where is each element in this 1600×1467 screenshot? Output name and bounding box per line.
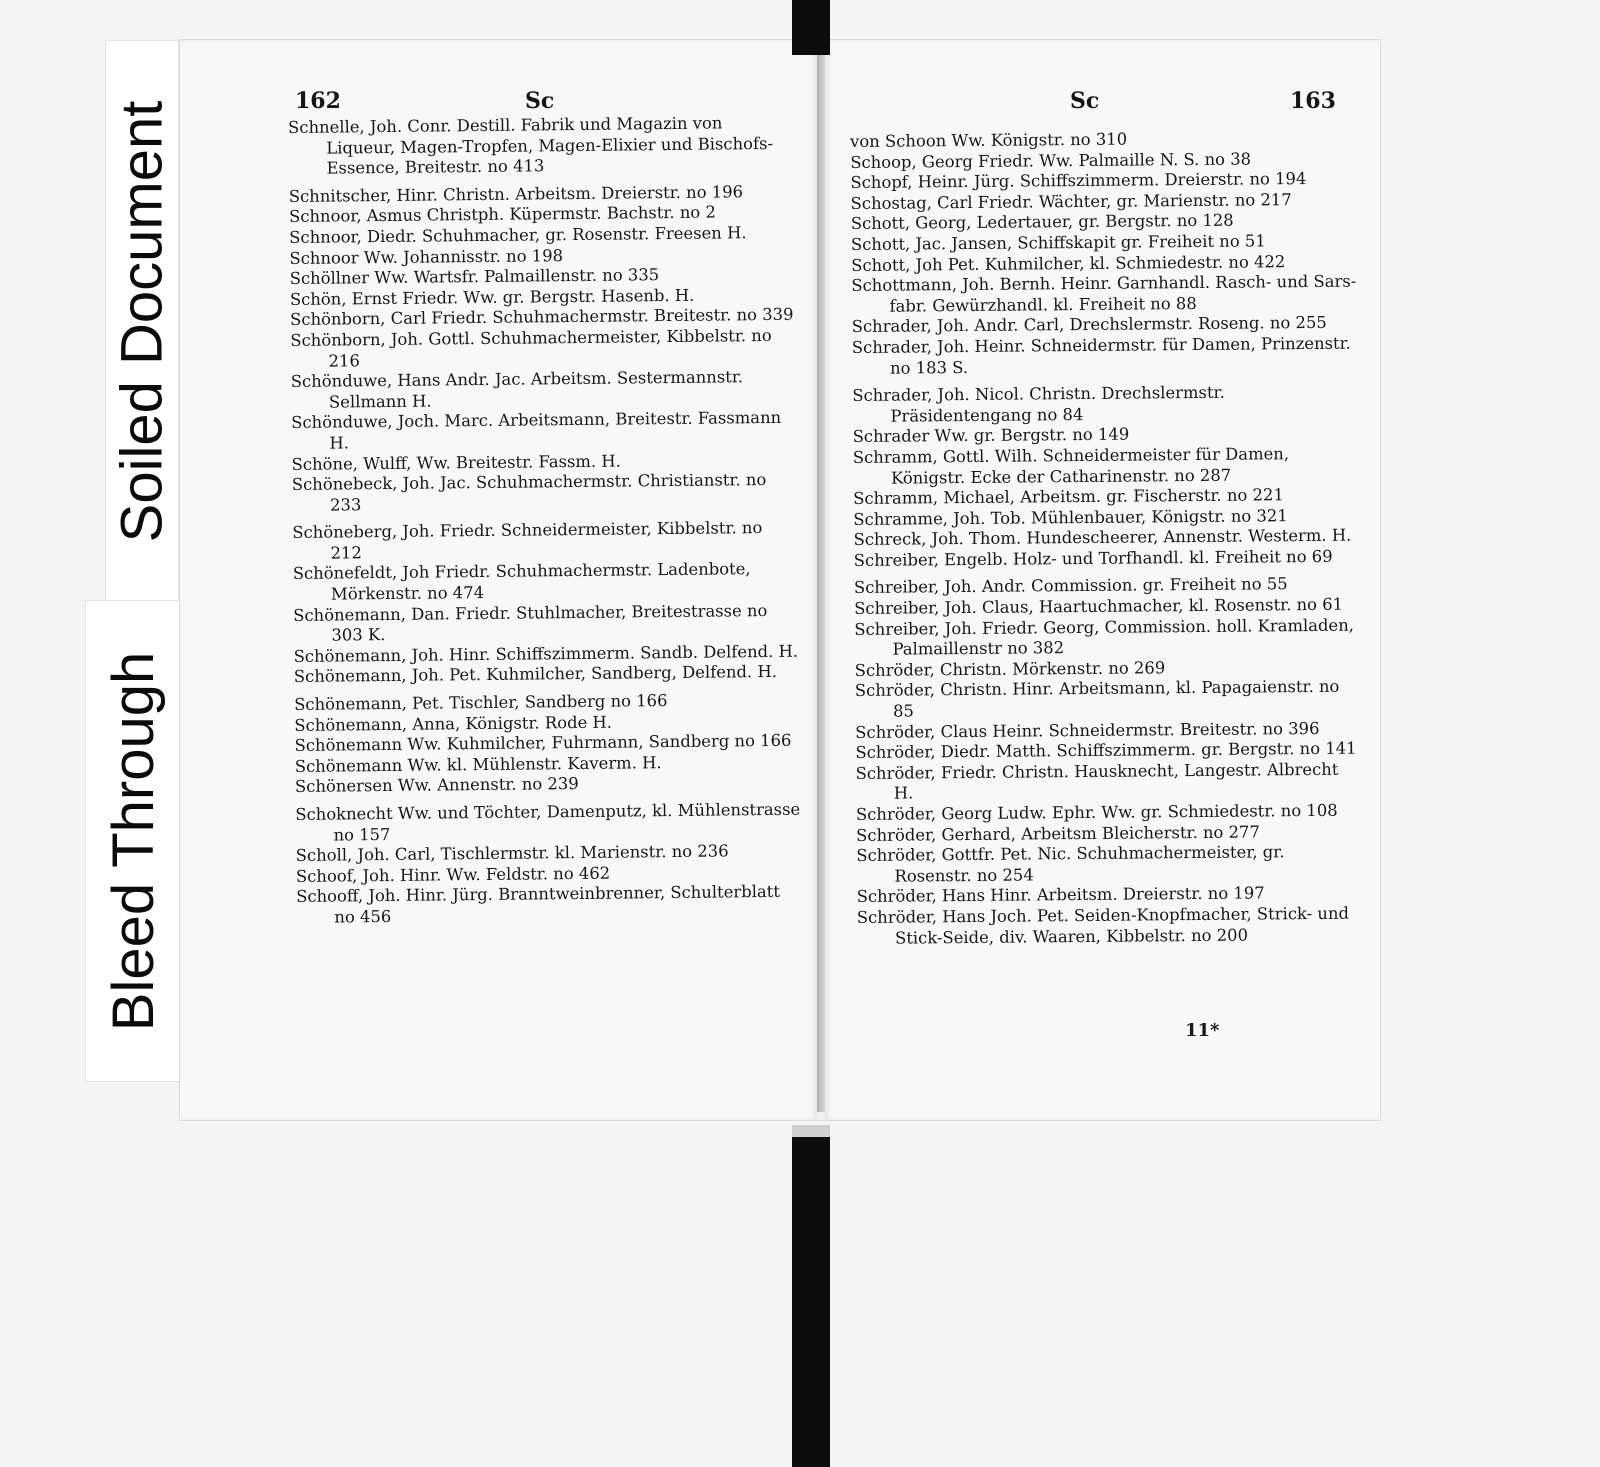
directory-entry: Schönduwe, Joch. Marc. Arbeitsmann, Breitestr. Fassmann H. (291, 408, 782, 453)
directory-entry: Schönduwe, Hans Andr. Jac. Arbeitsm. Sestermannstr. Sellmann H. (290, 367, 744, 412)
left-page-header: Sc (525, 88, 555, 114)
directory-entry: Schönemann, Dan. Friedr. Stuhlmacher, Breitestrasse no 303 K. (293, 600, 768, 645)
bleed-through-label: Bleed Through (101, 651, 166, 1031)
directory-entry: Schröder, Diedr. Matth. Schiffszimmerm. gr. Bergstr. no 141 (855, 738, 1357, 763)
soiled-document-stamp (105, 40, 179, 602)
directory-entry: Schooff, Joh. Hinr. Jürg. Branntweinbrenner, Schulterblatt no 456 (296, 882, 780, 927)
left-page (180, 40, 817, 1120)
directory-entry: Schopf, Heinr. Jürg. Schiffszimmerm. Dreierstr. no 194 (850, 169, 1307, 193)
right-page (825, 40, 1380, 1120)
directory-entry: Schönemann Ww. Kuhmilcher, Fuhrmann, Sandberg no 166 (294, 730, 792, 756)
directory-entry: Schönemann, Pet. Tischler, Sandberg no 166 (294, 691, 668, 714)
directory-entry: Schrader, Joh. Heinr. Schneidermstr. für Damen, Prinzenstr. no 183 S. (851, 333, 1351, 378)
directory-entry: Schramm, Michael, Arbeitsm. gr. Fischerstr. no 221 (853, 485, 1284, 509)
directory-entry: Schnoor Ww. Johannisstr. no 198 (289, 245, 564, 268)
directory-entry: Schön, Ernst Friedr. Ww. gr. Bergstr. Hasenb. H. (289, 285, 695, 309)
directory-entry: Schoop, Georg Friedr. Ww. Palmaille N. S. no 38 (850, 149, 1252, 172)
directory-entry: Schröder, Christn. Hinr. Arbeitsmann, kl. Papagaienstr. no 85 (854, 677, 1340, 721)
bleed-through-stamp (85, 600, 182, 1082)
directory-entry: Schreiber, Joh. Friedr. Georg, Commission. holl. Kramladen, Palmaillenstr no 382 (854, 615, 1355, 659)
directory-entry: Schramm, Gottl. Wilh. Schneidermeister für Damen, Königstr. Ecke der Catharinenstr. no 287 (852, 444, 1290, 488)
binding-tape-top (792, 0, 830, 55)
directory-entry: Schönemann Ww. kl. Mühlenstr. Kaverm. H. (294, 752, 662, 776)
directory-entry: Schöne, Wulff, Ww. Breitestr. Fassm. H. (291, 451, 621, 474)
book-spread (180, 40, 1380, 1120)
directory-entry: Schreiber, Engelb. Holz- und Torfhandl. kl. Freiheit no 69 (853, 546, 1333, 570)
directory-entry: Schröder, Hans Joch. Pet. Seiden-Knopfmacher, Strick- und Stick-Seide, div. Waaren, Kibbelstr. no 200 (856, 903, 1350, 948)
directory-entry: Schnitscher, Hinr. Christn. Arbeitsm. Dreierstr. no 196 (288, 182, 744, 206)
right-page-header: Sc (1070, 88, 1100, 114)
directory-entry: Schönefeldt, Joh Friedr. Schuhmachermstr. Ladenbote, Mörkenstr. no 474 (292, 559, 751, 604)
directory-entry: Schröder, Hans Hinr. Arbeitsm. Dreierstr. no 197 (856, 883, 1265, 907)
directory-entry: Schott, Jac. Jansen, Schiffskapit gr. Freiheit no 51 (850, 231, 1266, 254)
binding-tape-bottom (792, 1125, 830, 1467)
directory-entry: Scholl, Joh. Carl, Tischlermstr. kl. Marienstr. no 236 (295, 841, 729, 866)
directory-entry: Schnoor, Diedr. Schuhmacher, gr. Rosenstr. Freesen H. (289, 223, 747, 247)
directory-entry: Schröder, Gottfr. Pet. Nic. Schuhmachermeister, gr. Rosenstr. no 254 (856, 842, 1285, 886)
directory-entry: Schoknecht Ww. und Töchter, Damenputz, kl. Mühlenstrasse no 157 (295, 799, 801, 845)
directory-entry: Schröder, Gerhard, Arbeitsm Bleicherstr. no 277 (856, 822, 1260, 845)
directory-entry: Schrader, Joh. Andr. Carl, Drechslermstr. Roseng. no 255 (851, 313, 1327, 337)
page-gutter (817, 48, 825, 1112)
directory-entry: Schröder, Georg Ludw. Ephr. Ww. gr. Schmiedestr. no 108 (855, 800, 1338, 824)
directory-entry: Schönemann, Joh. Hinr. Schiffszimmerm. Sandb. Delfend. H. (293, 641, 799, 666)
directory-entry: Schott, Joh Pet. Kuhmilcher, kl. Schmiedestr. no 422 (851, 251, 1286, 275)
directory-entry: Schnelle, Joh. Conr. Destill. Fabrik und Magazin von Liqueur, Magen-Tropfen, Magen-Elixier und Bischofs-Essence, Breitestr. no 413 (288, 113, 774, 178)
signature-mark: 11* (1185, 1020, 1220, 1041)
directory-entry: Schottmann, Joh. Bernh. Heinr. Garnhandl. Rasch- und Sars-fabr. Gewürzhandl. kl. Freiheit no 88 (851, 271, 1357, 316)
directory-entry: Schreiber, Joh. Claus, Haartuchmacher, kl. Rosenstr. no 61 (854, 594, 1344, 619)
directory-entry: Schröder, Friedr. Christn. Hausknecht, Langestr. Albrecht H. (855, 759, 1339, 804)
soiled-document-label: Soiled Document (109, 100, 175, 542)
directory-entry: Schönebeck, Joh. Jac. Schuhmachermstr. Christianstr. no 233 (291, 470, 767, 515)
directory-entry: Schöllner Ww. Wartsfr. Palmaillenstr. no 335 (289, 265, 660, 289)
directory-entry: Schrader, Joh. Nicol. Christn. Drechslermstr. Präsidentengang no 84 (852, 382, 1225, 426)
directory-entry: Schönborn, Joh. Gottl. Schuhmachermeister, Kibbelstr. no 216 (290, 325, 772, 371)
directory-entry: Schrader Ww. gr. Bergstr. no 149 (852, 424, 1130, 447)
directory-entry: Schott, Georg, Ledertauer, gr. Bergstr. no 128 (850, 211, 1234, 234)
directory-entry: Schröder, Christn. Mörkenstr. no 269 (854, 658, 1166, 680)
directory-entry: Schöneberg, Joh. Friedr. Schneidermeister, Kibbelstr. no 212 (292, 518, 763, 563)
right-entry-list (850, 128, 1362, 950)
directory-entry: von Schoon Ww. Königstr. no 310 (850, 129, 1128, 151)
left-page-number: 162 (295, 88, 341, 114)
left-entry-list (288, 113, 801, 929)
directory-entry: Schönemann, Anna, Königstr. Rode H. (294, 712, 613, 735)
right-page-number: 163 (1290, 88, 1336, 114)
directory-entry: Schreck, Joh. Thom. Hundescheerer, Annenstr. Westerm. H. (853, 525, 1352, 550)
directory-entry: Schröder, Claus Heinr. Schneidermstr. Breitestr. no 396 (855, 718, 1320, 742)
directory-entry: Schramme, Joh. Tob. Mühlenbauer, Königstr. no 321 (853, 505, 1288, 529)
directory-entry: Schostag, Carl Friedr. Wächter, gr. Marienstr. no 217 (850, 189, 1292, 213)
directory-entry: Schnoor, Asmus Christph. Küpermstr. Bachstr. no 2 (288, 202, 716, 227)
directory-entry: Schreiber, Joh. Andr. Commission. gr. Freiheit no 55 (853, 574, 1288, 598)
directory-entry: Schönemann, Joh. Pet. Kuhmilcher, Sandberg, Delfend. H. (293, 662, 778, 687)
directory-entry: Schoof, Joh. Hinr. Ww. Feldstr. no 462 (295, 863, 611, 886)
directory-entry: Schönborn, Carl Friedr. Schuhmachermstr. Breitestr. no 339 (290, 305, 794, 330)
directory-entry: Schönersen Ww. Annenstr. no 239 (294, 774, 579, 797)
